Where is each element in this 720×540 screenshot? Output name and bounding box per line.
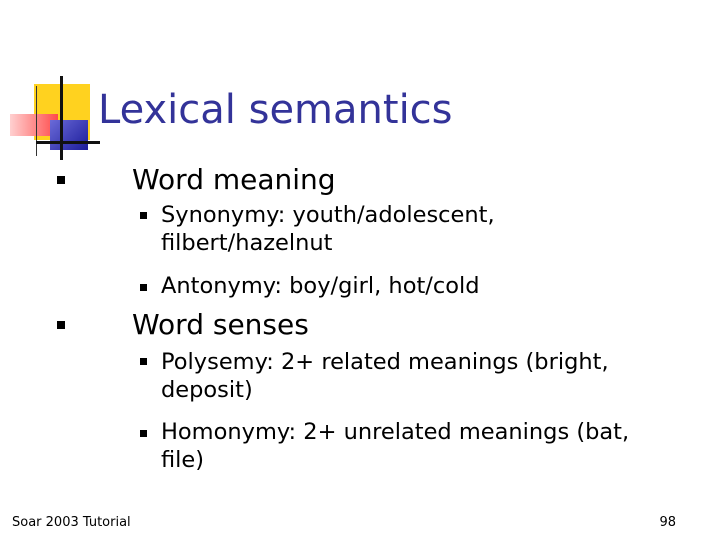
bullet-text: Polysemy: 2+ related meanings (bright, [161, 349, 609, 375]
bullet-text-continued: filbert/hazelnut [161, 230, 333, 256]
bullet-text: Word senses [132, 308, 309, 341]
square-bullet-icon [57, 176, 65, 184]
bullet-text: Word meaning [132, 163, 336, 196]
bullet-text-continued: deposit) [161, 377, 253, 403]
bullet-text: Antonymy: boy/girl, hot/cold [161, 273, 480, 299]
square-bullet-icon [140, 358, 147, 365]
bullet-text-continued: file) [161, 447, 205, 473]
slide-title: Lexical semantics [98, 87, 453, 133]
square-bullet-icon [140, 284, 147, 291]
bullet-text: Synonymy: youth/adolescent, [161, 202, 495, 228]
bullet-text: Homonymy: 2+ unrelated meanings (bat, [161, 419, 630, 445]
square-bullet-icon [140, 212, 147, 219]
page-number: 98 [659, 515, 676, 530]
square-bullet-icon [57, 321, 65, 329]
footer-text: Soar 2003 Tutorial [12, 515, 131, 530]
square-bullet-icon [140, 430, 147, 437]
